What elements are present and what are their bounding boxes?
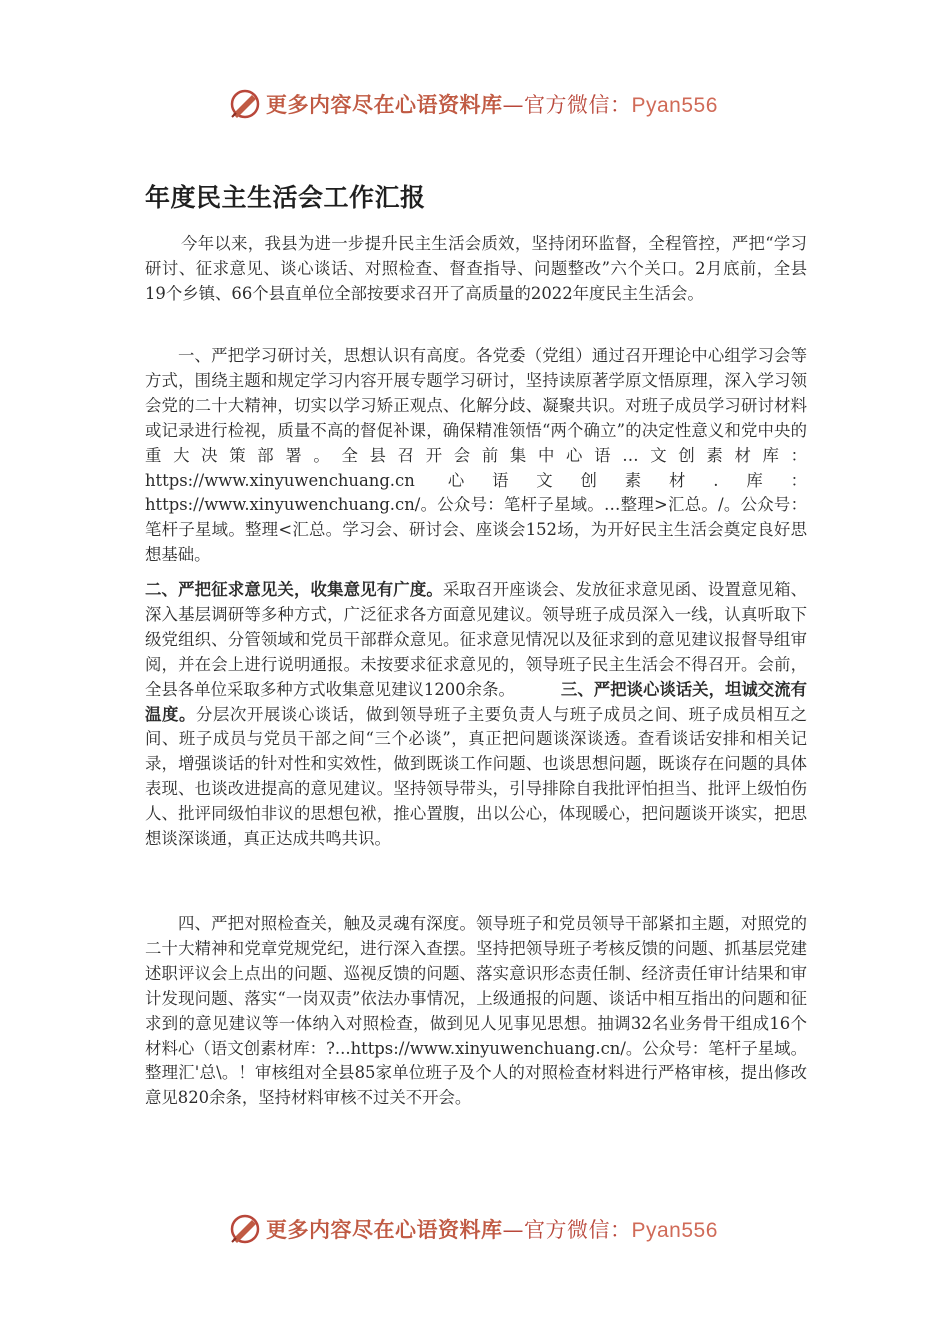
section-2-body: 采取召开座谈会、发放征求意见函、设置意见箱、深入基层调研等多种方式，广泛征求各方面意见建议。领导班子成员深入一线，认真听取下级党组织、分管领域和党员干部群众意见。征求意见情况以及征求到的意见建议报督导组审阅，并在会上进行说明通报。未按要求征求意见的，领导班子民主生活会不得召开。会前，全县各单位采取多种方式收集意见建议1200余条。 xyxy=(145,580,808,699)
document-title: 年度民主生活会工作汇报 xyxy=(145,183,426,212)
banner-wechat-id: Pyan556 xyxy=(631,1219,718,1242)
banner-brand-text: 更多内容尽在心语资料库 xyxy=(266,92,503,117)
pen-nib-logo-icon xyxy=(228,1212,262,1246)
section-3-body: 分层次开展谈心谈话，做到领导班子主要负责人与班子成员之间、班子成员相互之间、班子成员与党员干部之间“三个必谈”，真正把问题谈深谈透。查看谈话安排和相关记录，增强谈话的针对性和实效性，做到既谈工作问题、也谈思想问题，既谈存在问题的具体表现、也谈改进提高的意见建议。坚持领导带头，引导排除自我批评怕担当、批评上级怕伤人、批评同级怕非议的思想包袱，推心置腹，出以公心，体现暖心，把问题谈开谈实，把思想谈深谈通，真正达成共鸣共识。 xyxy=(145,704,808,849)
section-4-paragraph: 四、严把对照检查关，触及灵魂有深度。领导班子和党员领导干部紧扣主题，对照党的二十大精神和党章党规党纪，进行深入查摆。坚持把领导班子考核反馈的问题、抓基层党建述职评议会上点出的问题、巡视反馈的问题、落实意识形态责任制、经济责任审计结果和审计发现问题、落实“一岗双责”依法办事情况，上级通报的问题、谈话中相互指出的问题和征求到的意见建议等一体纳入对照检查，做到见人见事见思想。抽调32名业务骨干组成16个材料心（语文创素材库：?...https://www.xinyuwenchuang.cn/。公众号：笔杆子星域。整理汇'总\。！审核组对全县85家单位班子及个人的对照检查材料进行严格审核，提出修改意见820余条，坚持材料审核不过关不开会。 xyxy=(145,914,807,1108)
banner-wechat-id: Pyan556 xyxy=(631,94,718,117)
banner-brand-text: 更多内容尽在心语资料库 xyxy=(266,1217,503,1242)
section-3-heading: 三、严把谈心谈话关，坦诚交流有温度。 xyxy=(145,679,808,724)
header-banner xyxy=(228,86,718,122)
intro-paragraph: 今年以来，我县为进一步提升民主生活会质效，坚持闭环监督，全程管控，严把“学习研讨、征求意见、谈心谈话、对照检查、督查指导、问题整改”六个关口。2月底前，全县19个乡镇、66个县直单位全部按要求召开了高质量的2022年度民主生活会。 xyxy=(145,234,807,303)
pen-nib-logo-icon xyxy=(228,87,262,121)
section-1-paragraph: 一、严把学习研讨关，思想认识有高度。各党委（党组）通过召开理论中心组学习会等方式，围绕主题和规定学习内容开展专题学习研讨，坚持读原著学原文悟原理，深入学习领会党的二十大精神，切实以学习矫正观点、化解分歧、凝聚共识。对班子成员学习研讨材料或记录进行检视，质量不高的督促补课，确保精准领悟“两个确立”的决定性意义和党中央的重大决策部署。全县召开会前集中心语…文创素材库：https://www.xinyuwenchuang.cn 心语文创素材.库：https://www.xinyuwenchuang.cn/。公众号：笔杆子星域。…整理>汇总。/。公众号：笔杆子星域。整理<汇总。学习会、研讨会、座谈会152场，为开好民主生活会奠定良好思想基础。 xyxy=(145,346,807,565)
banner-text xyxy=(266,1214,718,1244)
footer-banner xyxy=(228,1211,718,1247)
banner-text xyxy=(266,89,718,119)
section-2-3-paragraph xyxy=(145,578,807,852)
banner-wechat-label: —官方微信： xyxy=(502,1218,632,1242)
section-2-heading: 二、严把征求意见关，收集意见有广度。 xyxy=(145,580,443,599)
banner-wechat-label: —官方微信： xyxy=(502,93,632,117)
